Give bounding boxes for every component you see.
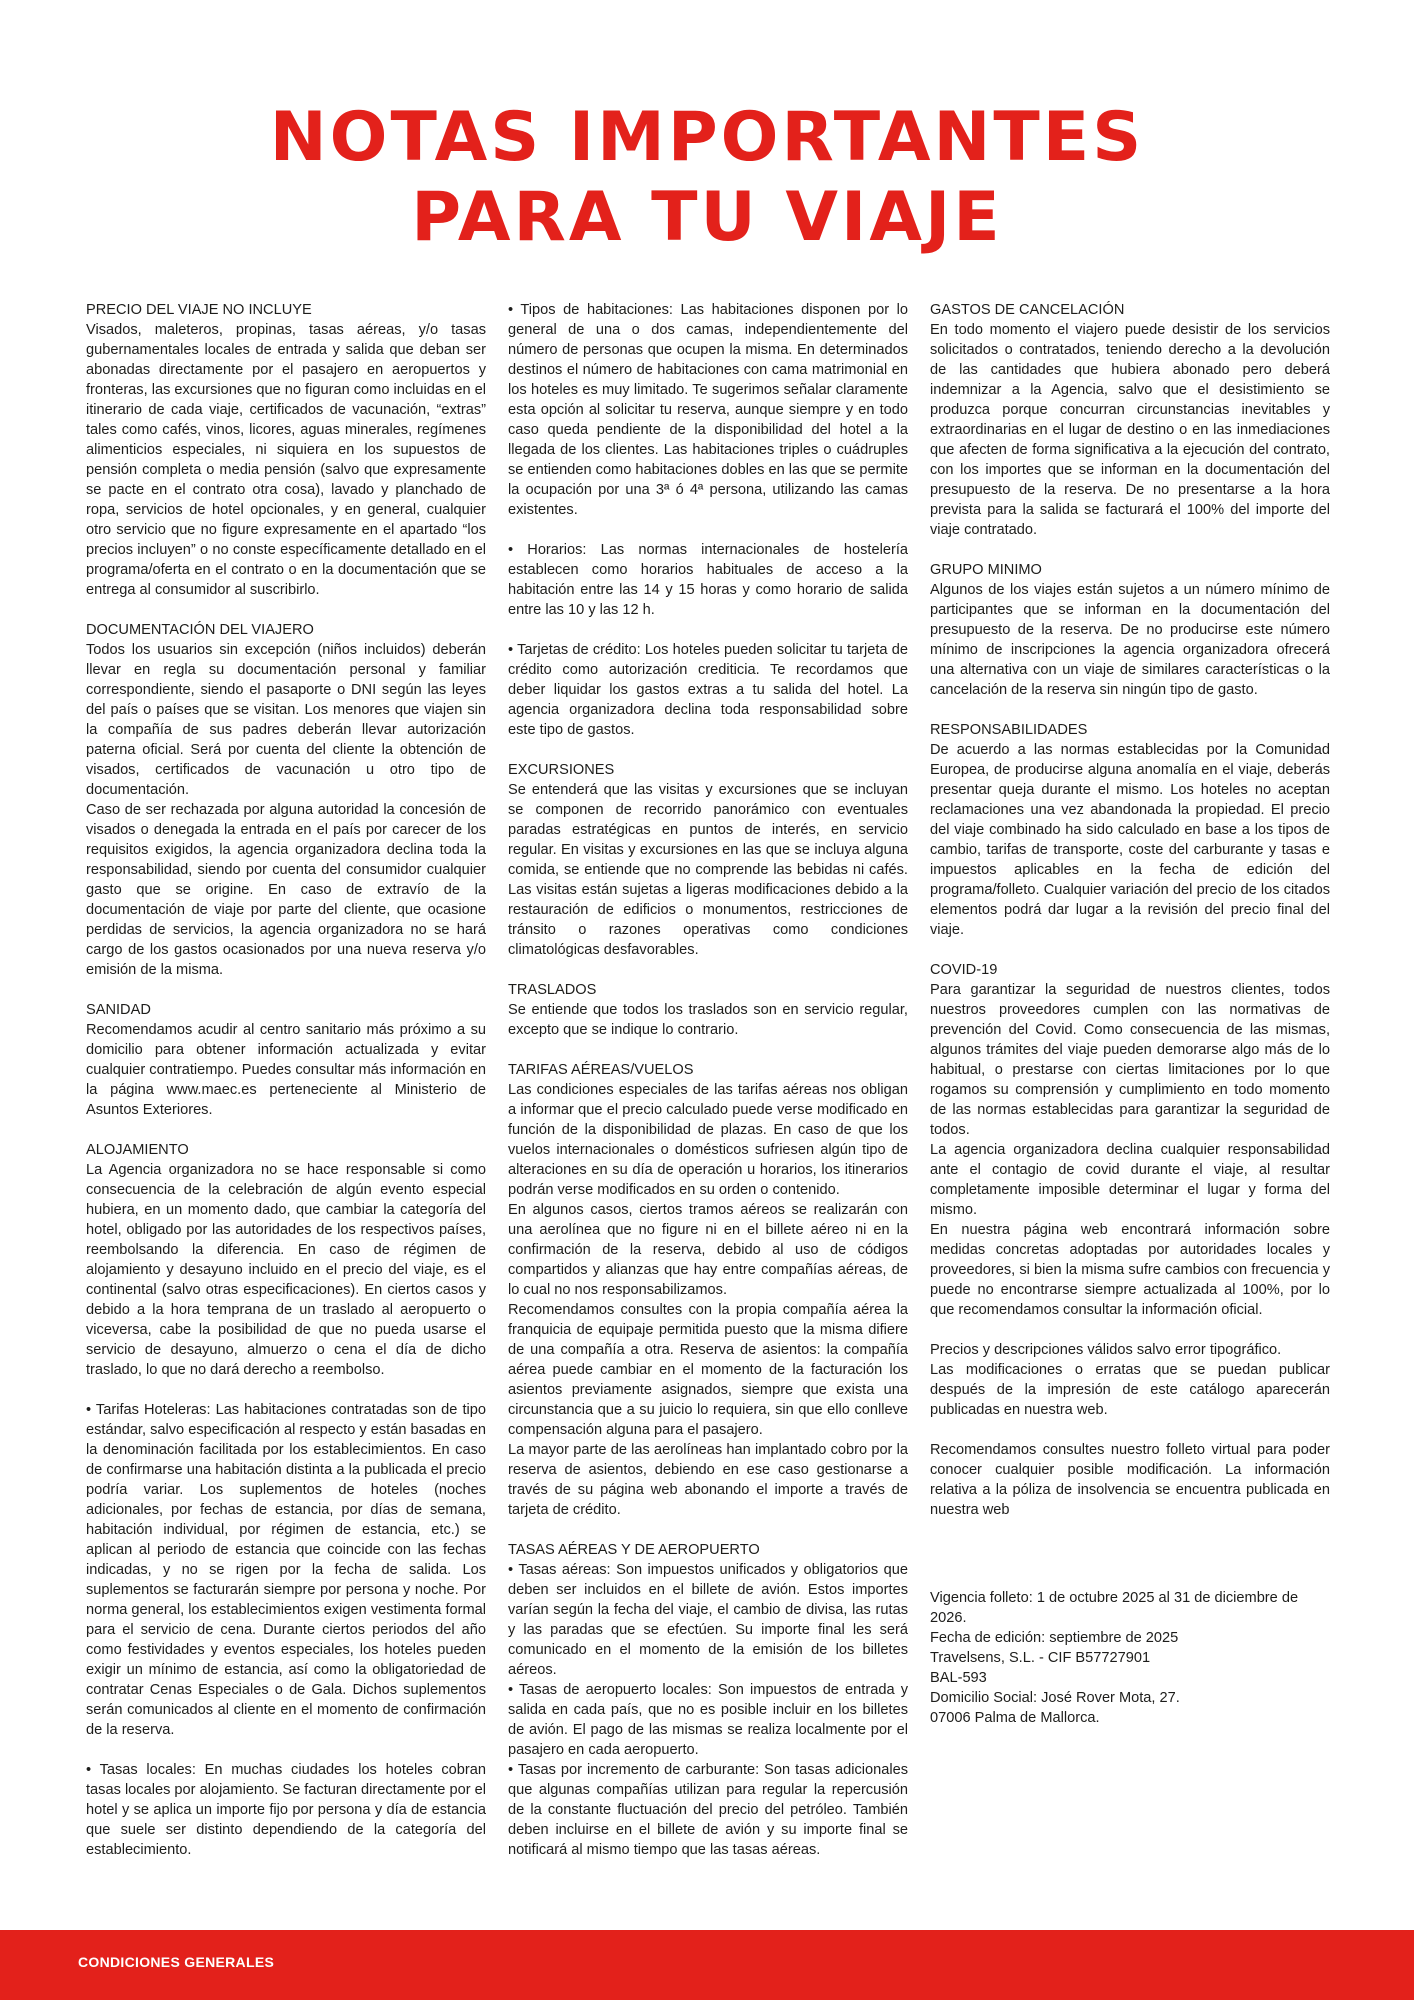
page-title [0,98,1414,258]
section-precio-del-viaje-no-incluye [86,300,486,600]
section-heading: COVID-19 [930,962,998,978]
section-note [86,1400,486,1740]
section-alojamiento [86,1140,486,1380]
section-note [508,300,908,520]
section-paragraph: En algunos casos, ciertos tramos aéreos se realizarán con una aerolínea que no figure ni en el billete aéreo ni en la confirmación de la reserva, debido al uso de códigos compartidos y alianzas que hay entre compañías aéreas, de lo cual no nos responsabilizamos. [508,1202,908,1298]
section-paragraph: • Tasas aéreas: Son impuestos unificados y obligatorios que deben ser incluidos en el billete de avión. Estos importes varían según la fecha del viaje, el cambio de divisa, las rutas y las paradas que se efectúen. Su importe final les será comunicado en el momento de la emisión de los billetes aéreos. [508,1562,908,1678]
section-paragraph: Recomendamos acudir al centro sanitario más próximo a su domicilio para obtener información actualizada y evitar cualquier contratiempo. Puedes consultar más información en la página www.maec.es perteneciente al Ministerio de Asuntos Exteriores. [86,1022,486,1118]
section-paragraph: Para garantizar la seguridad de nuestros clientes, todos nuestros proveedores cumplen con las normativas de prevención del Covid. Como consecuencia de las mismas, algunos trámites del viaje pueden demorarse algo más de lo habitual, o prestarse con ciertas limitaciones por lo que rogamos su comprensión y cumplimiento en todo momento de las normas establecidas para garantizar la seguridad de todos. [930,982,1330,1138]
section-heading: GRUPO MINIMO [930,562,1042,578]
section-heading: DOCUMENTACIÓN DEL VIAJERO [86,622,314,638]
imprint [930,1588,1330,1728]
section-paragraph: Recomendamos consultes nuestro folleto virtual para poder conocer cualquier posible modificación. La información relativa a la póliza de insolvencia se encuentra publicada en nuestra web [930,1442,1330,1518]
section-paragraph: • Tasas de aeropuerto locales: Son impuestos de entrada y salida en cada país, que no es posible incluir en los billetes de avión. El pago de las mismas se realiza localmente por el pasajero en cada aeropuerto. [508,1682,908,1758]
section-heading: TRASLADOS [508,982,597,998]
section-heading: ALOJAMIENTO [86,1142,189,1158]
section-paragraph: En todo momento el viajero puede desistir de los servicios solicitados o contratados, teniendo derecho a la devolución de las cantidades que hubiera abonado pero deberá indemnizar a la Agencia, salvo que el desistimiento se produzca porque concurran circunstancias inevitables y extraordinarias en el lugar de destino o en las inmediaciones que afecten de forma significativa a la ejecución del contrato, con los importes que se informan en la documentación del presupuesto de la reserva. De no presentarse a la hora prevista para la salida se facturará el 100% del importe del viaje contratado. [930,322,1330,538]
section-paragraph: Se entiende que todos los traslados son en servicio regular, excepto que se indique lo contrario. [508,1002,908,1038]
column-2 [508,300,908,1880]
section-paragraph: Todos los usuarios sin excepción (niños incluidos) deberán llevar en regla su documentación personal y familiar correspondiente, siendo el pasaporte o DNI según las leyes del país o países que se visitan. Los menores que viajen sin la compañía de sus padres deberán llevar autorización paterna oficial. Será por cuenta del cliente la obtención de visados, certificados de vacunación u otro tipo de documentación. [86,642,486,798]
section-paragraph: • Tarifas Hoteleras: Las habitaciones contratadas son de tipo estándar, salvo especificación al respecto y están basadas en la denominación facilitada por los establecimientos. En caso de confirmarse una habitación distinta a la publicada el precio podría variar. Los suplementos de hoteles (noches adicionales, por fechas de estancia, por días de semana, habitación individual, por régimen de estancia, etc.) se aplican al periodo de estancia que coincide con las fechas indicadas, y no se rigen por la fecha de salida. Los suplementos se facturarán siempre por persona y noche. Por norma general, los establecimientos exigen vestimenta formal para el servicio de cena. Durante ciertos periodos del año como festividades y eventos especiales, los hoteles pueden exigir un mínimo de estancia, así como la obligatoriedad de contratar Cenas Especiales o de Gala. Dichos suplementos serán comunicados al cliente en el momento de confirmación de la reserva. [86,1402,486,1738]
section-heading: TASAS AÉREAS Y DE AEROPUERTO [508,1542,760,1558]
section-heading: EXCURSIONES [508,762,615,778]
section-tasas-aereas-y-de-aeropuerto [508,1540,908,1860]
section-note [508,640,908,740]
imprint-line: Domicilio Social: José Rover Mota, 27. [930,1690,1180,1706]
section-note [930,1440,1330,1520]
section-heading: SANIDAD [86,1002,151,1018]
section-documentacion-del-viajero [86,620,486,980]
section-heading: RESPONSABILIDADES [930,722,1088,738]
imprint-line: 07006 Palma de Mallorca. [930,1710,1100,1726]
section-covid-19 [930,960,1330,1320]
section-tarifas-aereas-vuelos [508,1060,908,1520]
column-1 [86,300,486,1880]
section-excursiones [508,760,908,960]
footer-bar [0,1930,1414,2000]
section-note [86,1760,486,1860]
section-note [508,540,908,620]
imprint-line: Travelsens, S.L. - CIF B57727901 [930,1650,1151,1666]
section-sanidad [86,1000,486,1120]
section-heading: TARIFAS AÉREAS/VUELOS [508,1062,694,1078]
section-paragraph: • Tasas por incremento de carburante: Son tasas adicionales que algunas compañías utilizan para regular la repercusión de la constante fluctuación del precio del petróleo. También deben incluirse en el billete de avión y su importe final se notificará al mismo tiempo que las tasas aéreas. [508,1762,908,1858]
title-line-2: PARA TU VIAJE [411,178,1003,257]
text-columns [86,300,1332,1880]
section-paragraph: • Tasas locales: En muchas ciudades los hoteles cobran tasas locales por alojamiento. Se facturan directamente por el hotel y se aplica un importe fijo por persona y día de estancia que suele ser distinto dependiendo de la categoría del establecimiento. [86,1762,486,1858]
section-paragraph: Se entenderá que las visitas y excursiones que se incluyan se componen de recorrido panorámico con eventuales paradas estratégicas en puntos de interés, en servicio regular. En visitas y excursiones en las que se incluya alguna comida, se entiende que no comprende las bebidas ni cafés. Las visitas están sujetas a ligeras modificaciones debido a la restauración de edificios o monumentos, restricciones de tránsito o razones operativas como condiciones climatológicas desfavorables. [508,782,908,958]
section-traslados [508,980,908,1040]
section-paragraph: Las modificaciones o erratas que se puedan publicar después de la impresión de este catálogo aparecerán publicadas en nuestra web. [930,1362,1330,1418]
imprint-line: Vigencia folleto: 1 de octubre 2025 al 31 de diciembre de 2026. [930,1590,1299,1626]
imprint-line: Fecha de edición: septiembre de 2025 [930,1630,1179,1646]
section-gastos-de-cancelacion [930,300,1330,540]
section-paragraph: Algunos de los viajes están sujetos a un número mínimo de participantes que se informan en la documentación del presupuesto de la reserva. De no producirse este número mínimo de inscripciones la agencia organizadora ofrecerá una alternativa con un viaje de similares características o la cancelación de la reserva sin ningún tipo de gasto. [930,582,1330,698]
section-paragraph: Caso de ser rechazada por alguna autoridad la concesión de visados o denegada la entrada en el país por carecer de los requisitos exigidos, la agencia organizadora declina toda la responsabilidad, siendo por cuenta del consumidor cualquier gasto que se origine. En caso de extravío de la documentación de viaje por parte del cliente, que ocasione perdidas de servicios, la agencia organizadora no se hará cargo de los gastos ocasionados por una nueva reserva y/o emisión de la misma. [86,802,486,978]
section-paragraph: • Tarjetas de crédito: Los hoteles pueden solicitar tu tarjeta de crédito como autorización crediticia. Te recordamos que deber liquidar los gastos extras a tu salida del hotel. La agencia organizadora declina toda responsabilidad sobre este tipo de gastos. [508,642,908,738]
footer-label: CONDICIONES GENERALES [78,1954,275,1970]
section-responsabilidades [930,720,1330,940]
section-paragraph: En nuestra página web encontrará información sobre medidas concretas adoptadas por autoridades locales y proveedores, si bien la misma sufre cambios con frecuencia y puede no encontrarse siempre actualizada al 100%, por lo que recomendamos consultar la información oficial. [930,1222,1330,1318]
section-paragraph: Visados, maleteros, propinas, tasas aéreas, y/o tasas gubernamentales locales de entrada y salida que deban ser abonadas directamente por el pasajero en aeropuertos y fronteras, las excursiones que no figuran como incluidas en el itinerario de cada viaje, certificados de vacunación, “extras” tales como cafés, vinos, licores, aguas minerales, regímenes alimenticios especiales, ni siquiera en los supuestos de pensión completa o media pensión (salvo que expresamente se pacte en el contrato otra cosa), lavado y planchado de ropa, servicios de hotel opcionales, y en general, cualquier otro servicio que no figure expresamente en el apartado “los precios incluyen” o no conste específicamente detallado en el programa/oferta en el contrato o en la documentación que se entrega al consumidor al suscribirlo. [86,322,486,598]
imprint-line: BAL-593 [930,1670,987,1686]
section-note [930,1340,1330,1420]
section-paragraph: • Tipos de habitaciones: Las habitaciones disponen por lo general de una o dos camas, independientemente del número de personas que ocupen la misma. En determinados destinos el número de habitaciones con cama matrimonial en los hoteles es muy limitado. Te sugerimos señalar claramente esta opción al solicitar tu reserva, aunque siempre y en todo caso queda pendiente de la disponibilidad del hotel a la llegada de los clientes. Las habitaciones triples o cuádruples se entienden como habitaciones dobles en las que se permite la ocupación por una 3ª ó 4ª persona, utilizando las camas existentes. [508,302,908,518]
column-3 [930,300,1330,1880]
section-paragraph: • Horarios: Las normas internacionales de hostelería establecen como horarios habituales de acceso a la habitación entre las 14 y 15 horas y como horario de salida entre las 10 y las 12 h. [508,542,908,618]
section-paragraph: La mayor parte de las aerolíneas han implantado cobro por la reserva de asientos, debiendo en ese caso gestionarse a través de su página web abonando el importe a través de tarjeta de crédito. [508,1442,908,1518]
section-heading: GASTOS DE CANCELACIÓN [930,302,1125,318]
title-line-1: NOTAS IMPORTANTES [269,98,1145,177]
section-paragraph: La agencia organizadora declina cualquier responsabilidad ante el contagio de covid durante el viaje, al resultar completamente imposible determinar el lugar y forma del mismo. [930,1142,1330,1218]
section-paragraph: La Agencia organizadora no se hace responsable si como consecuencia de la celebración de algún evento especial hubiera, en un momento dado, que cambiar la categoría del hotel, obligado por las autoridades de los respectivos países, reembolsando la diferencia. En caso de régimen de alojamiento y desayuno incluido en el precio del viaje, es el continental (salvo otras especificaciones). En ciertos casos y debido a la hora temprana de un traslado al aeropuerto o viceversa, cabe la posibilidad de que no pueda usarse el servicio de desayuno, almuerzo o cena el día de dicho traslado, lo que no dará derecho a reembolso. [86,1162,486,1378]
section-paragraph: Las condiciones especiales de las tarifas aéreas nos obligan a informar que el precio calculado puede verse modificado en función de la disponibilidad de plazas. En caso de que los vuelos internacionales o domésticos sufriesen algún tipo de alteraciones en su día de operación u horarios, los itinerarios podrán verse modificados en su orden o contenido. [508,1082,908,1198]
section-paragraph: De acuerdo a las normas establecidas por la Comunidad Europea, de producirse alguna anomalía en el viaje, deberás presentar queja durante el mismo. Los hoteles no aceptan reclamaciones una vez abandonada la propiedad. El precio del viaje combinado ha sido calculado en base a los tipos de cambio, tarifas de transporte, coste del carburante y tasas e impuestos aplicables en la fecha de edición del programa/folleto. Cualquier variación del precio de los citados elementos podrá dar lugar a la revisión del precio final del viaje. [930,742,1330,938]
section-paragraph: Recomendamos consultes con la propia compañía aérea la franquicia de equipaje permitida puesto que la misma difiere de una compañía a otra. Reserva de asientos: la compañía aérea puede cambiar en el momento de la facturación los asientos previamente asignados, siempre que exista una circunstancia que a su juicio lo requiera, sin que ello conlleve compensación alguna para el pasajero. [508,1302,908,1438]
section-heading: PRECIO DEL VIAJE NO INCLUYE [86,302,312,318]
section-grupo-minimo [930,560,1330,700]
section-paragraph: Precios y descripciones válidos salvo error tipográfico. [930,1342,1282,1358]
